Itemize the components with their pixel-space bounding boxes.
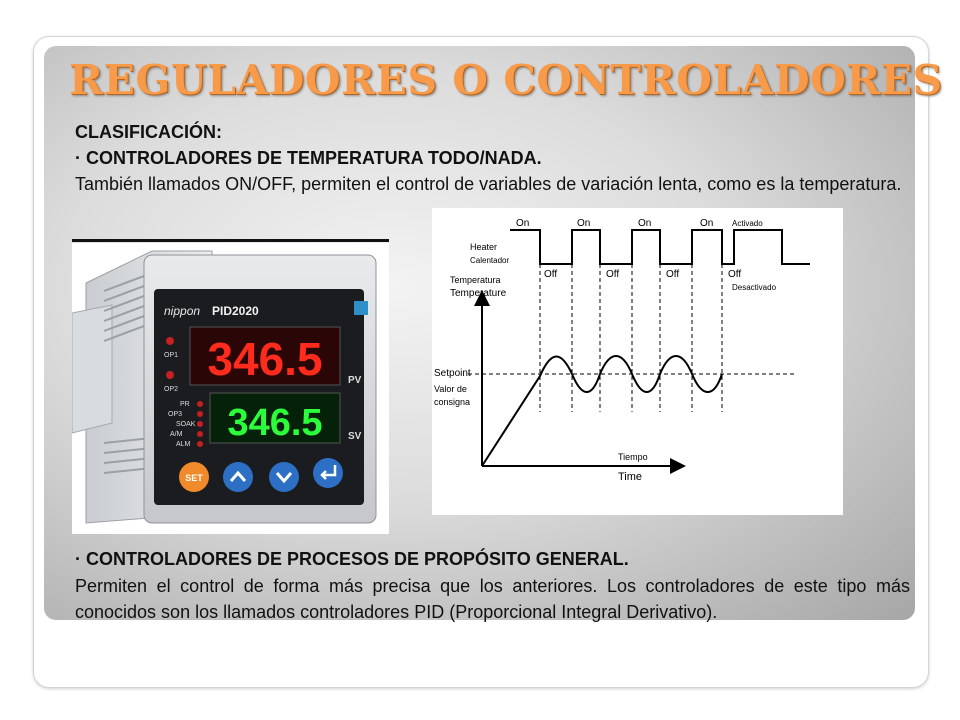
up-button[interactable] bbox=[223, 462, 253, 492]
setpoint-label-es-1: Valor de bbox=[434, 384, 467, 394]
heater-label-es: Calentador bbox=[470, 256, 510, 265]
temperature-curve bbox=[482, 356, 722, 466]
time-label-en: Time bbox=[618, 471, 643, 483]
section2-body: Permiten el control de forma más precisa que los anteriores. Los controladores de este tipo más conocidos son los llamados controladores PID (Proporcional Integral Derivativo). bbox=[75, 576, 910, 622]
pr-label: PR bbox=[180, 401, 190, 408]
controller-device-image bbox=[72, 243, 389, 534]
pr-led-icon bbox=[197, 401, 203, 407]
sv-display: 346.5 bbox=[227, 402, 323, 444]
off-label-4: Off bbox=[728, 269, 742, 280]
on-label-4: On bbox=[700, 218, 714, 229]
divider-line bbox=[72, 239, 389, 242]
off-label-3: Off bbox=[666, 269, 680, 280]
brand-logo-icon bbox=[354, 301, 368, 315]
pv-label: PV bbox=[348, 375, 362, 386]
pv-display: 346.5 bbox=[207, 333, 323, 385]
op2-label: OP2 bbox=[164, 386, 179, 393]
device-model: PID2020 bbox=[212, 304, 259, 318]
op1-led-icon bbox=[166, 337, 174, 345]
section1-body: También llamados ON/OFF, permiten el control de variables de variación lenta, como es la temperatura. bbox=[75, 174, 902, 194]
setpoint-label-en: Setpoint bbox=[434, 368, 471, 379]
sv-label: SV bbox=[348, 431, 362, 442]
alm-led-icon bbox=[197, 441, 203, 447]
section2-title: · CONTROLADORES DE PROCESOS DE PROPÓSITO GENERAL. bbox=[75, 549, 629, 569]
slide-title: REGULADORES O CONTROLADORES bbox=[69, 56, 943, 104]
deactivated-label: Desactivado bbox=[732, 283, 777, 292]
op2-led-icon bbox=[166, 371, 174, 379]
soak-led-icon bbox=[197, 421, 203, 427]
set-button-label: SET bbox=[185, 473, 203, 483]
section1-title: · CONTROLADORES DE TEMPERATURA TODO/NADA. bbox=[75, 148, 542, 168]
heater-signal bbox=[510, 230, 810, 264]
op3-label: OP3 bbox=[168, 411, 183, 418]
op3-led-icon bbox=[197, 411, 203, 417]
down-button[interactable] bbox=[269, 462, 299, 492]
setpoint-label-es-2: consigna bbox=[434, 397, 471, 407]
activated-label: Activado bbox=[732, 219, 763, 228]
am-led-icon bbox=[197, 431, 203, 437]
switch-guides bbox=[540, 264, 722, 412]
classification-heading: CLASIFICACIÓN: bbox=[75, 122, 222, 142]
time-label-es: Tiempo bbox=[618, 452, 648, 462]
on-off-diagram bbox=[432, 208, 843, 515]
device-brand: nippon bbox=[164, 304, 201, 318]
on-label-2: On bbox=[577, 218, 591, 229]
temp-label-es: Temperatura bbox=[450, 275, 501, 285]
temp-label-en: Temperature bbox=[450, 288, 507, 299]
on-label-1: On bbox=[516, 218, 530, 229]
soak-label: SOAK bbox=[176, 421, 196, 428]
op1-label: OP1 bbox=[164, 352, 179, 359]
am-label: A/M bbox=[170, 431, 183, 438]
off-label-2: Off bbox=[606, 269, 620, 280]
enter-button[interactable] bbox=[313, 458, 343, 488]
alm-label: ALM bbox=[176, 441, 191, 448]
on-label-3: On bbox=[638, 218, 652, 229]
heater-label-en: Heater bbox=[470, 242, 498, 252]
off-label-1: Off bbox=[544, 269, 558, 280]
